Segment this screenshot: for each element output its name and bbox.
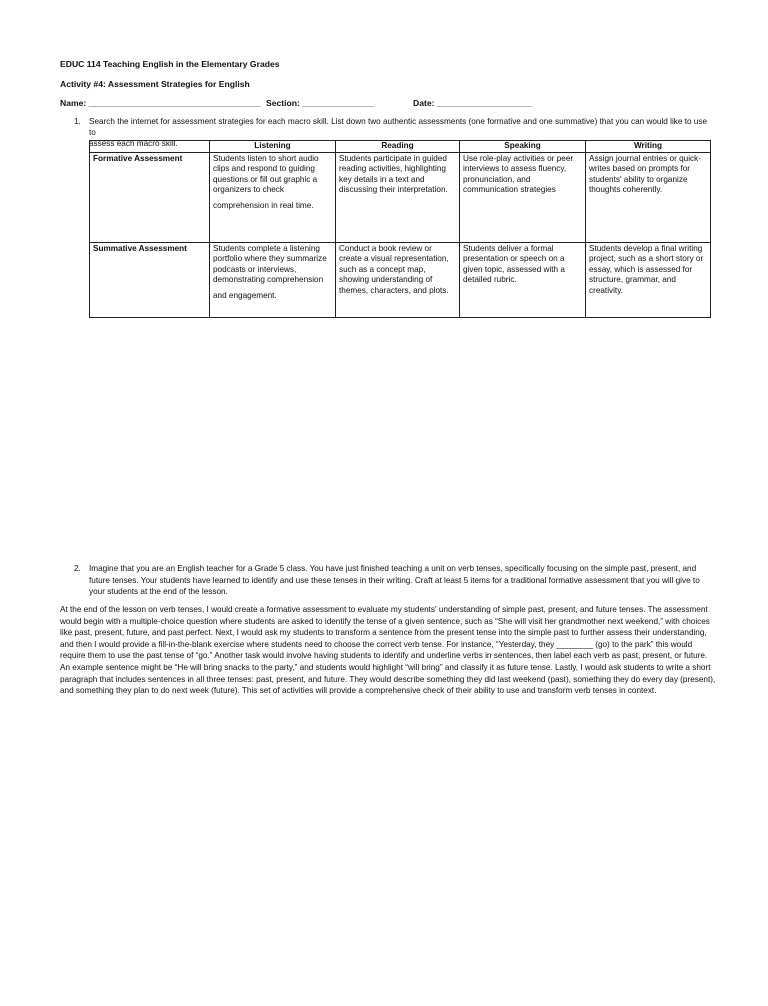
cell-summative-speaking	[460, 242, 586, 317]
course-title: EDUC 114 Teaching English in the Elementary Grades	[60, 59, 280, 69]
answer-paragraph	[60, 604, 716, 697]
cell-line: Students listen to short audio	[213, 153, 319, 163]
section-label: Section: _______________	[266, 98, 374, 108]
cell-line: discussing their interpretation.	[339, 185, 448, 194]
table-header-writing: Writing	[586, 141, 711, 153]
cell-line: creativity.	[589, 285, 623, 295]
cell-line: comprehension in real time.	[213, 200, 314, 210]
cell-line: Students deliver a formal	[463, 243, 554, 253]
cell-line: communication strategies	[463, 185, 556, 194]
answer-line: and something they plan to do next week (future). This set of activities will provide a comprehensive check of their ability to use and transform verb tenses in context.	[60, 686, 657, 696]
cell-line: demonstrating comprehension	[213, 275, 324, 284]
cell-line: questions or fill out graphic a	[213, 174, 318, 184]
question-2-text	[89, 563, 714, 598]
cell-summative-reading	[336, 242, 460, 317]
cell-line: and engagement.	[213, 290, 277, 300]
cell-line: themes, characters, and plots.	[339, 285, 449, 295]
cell-line: Students complete a listening	[213, 243, 320, 253]
cell-line: reading activities, highlighting	[339, 164, 446, 173]
row-label-summative: Summative Assessment	[90, 242, 210, 317]
cell-line: such as a concept map,	[339, 264, 426, 274]
table-row	[90, 242, 711, 317]
cell-formative-reading	[336, 152, 460, 242]
table-row	[90, 152, 711, 242]
question-1-line: Search the internet for assessment strategies for each macro skill. List down two authentic assessments (one formative and one summative) that you can would like to use to	[89, 117, 708, 137]
answer-line: require them to use the past tense of “go.” Another task would involve having students to identify and underline verbs in sentences, then label each verb as past, present, or future.	[60, 651, 708, 661]
answer-line: would begin with a multiple-choice question where students are asked to identify the tense of a given sentence, such as “She will visit her grandmother next weekend,” with choices	[60, 616, 710, 626]
cell-line: Use role-play activities or peer	[463, 153, 574, 163]
question-1-number: 1.	[74, 117, 81, 126]
cell-line: Conduct a book review or	[339, 243, 432, 253]
cell-line: clips and respond to guiding	[213, 164, 315, 173]
cell-line: given topic, assessed with a	[463, 264, 565, 274]
cell-line: create a visual representation,	[339, 254, 449, 263]
cell-line: essay, which is assessed for	[589, 264, 693, 274]
cell-line: presentation or speech on a	[463, 254, 565, 263]
cell-summative-listening	[210, 242, 336, 317]
row-label-formative: Formative Assessment	[90, 152, 210, 242]
cell-line: Students develop a final writing	[589, 243, 703, 253]
answer-line: An example sentence might be “He will bring snacks to the party,” and students would highlight “will bring” and classify it as future tense. Lastly, I would ask students to write a short	[60, 662, 711, 672]
question-1-line: assess each macro skill.	[89, 139, 178, 148]
activity-title: Activity #4: Assessment Strategies for English	[60, 79, 250, 89]
cell-line: structure, grammar, and	[589, 275, 676, 284]
cell-line: detailed rubric.	[463, 275, 517, 284]
name-label: Name: ____________________________________	[60, 98, 261, 108]
cell-line: key details in a text and	[339, 174, 425, 184]
table-header-blank	[90, 141, 210, 153]
cell-summative-writing	[586, 242, 711, 317]
cell-line: project, such as a short story or	[589, 254, 704, 263]
cell-line: Students participate in guided	[339, 153, 447, 163]
answer-line: like past, present, future, and past perfect. Next, I would ask my students to transform a sentence from the present tense into the simple past to further assess their understanding,	[60, 628, 707, 638]
answer-line: and then I would provide a fill-in-the-blank exercise where students need to choose the correct verb tense. For instance, “Yesterday, they ________ (go) to the park” this would	[60, 639, 693, 649]
question-2-number: 2.	[74, 564, 81, 573]
cell-formative-speaking	[460, 152, 586, 242]
cell-line: writes based on prompts for	[589, 164, 691, 173]
table-header-reading: Reading	[336, 141, 460, 153]
cell-line: students' ability to organize	[589, 174, 688, 184]
cell-line: organizers to check	[213, 185, 284, 194]
cell-line: Assign journal entries or quick-	[589, 153, 701, 163]
cell-line: podcasts or interviews,	[213, 264, 297, 274]
cell-line: portfolio where they summarize	[213, 254, 327, 263]
cell-line: showing understanding of	[339, 275, 433, 284]
answer-line: At the end of the lesson on verb tenses, I would create a formative assessment to evaluate my students' understanding of simple past, present, and future tenses. The assessment	[60, 605, 708, 614]
cell-line: pronunciation, and	[463, 174, 531, 184]
question-2-line: your students at the end of the lesson.	[89, 587, 228, 596]
question-2-line: future tenses. Your students have learned to identify and use these tenses in their writing. Craft at least 5 items for a traditional formative assessment that you will give to	[89, 575, 700, 585]
table-header-listening: Listening	[210, 141, 336, 153]
date-label: Date: ____________________	[413, 98, 533, 108]
cell-line: interviews to assess fluency,	[463, 164, 567, 173]
cell-line: thoughts coherently.	[589, 185, 663, 194]
cell-formative-writing	[586, 152, 711, 242]
table-header-speaking: Speaking	[460, 141, 586, 153]
answer-line: paragraph that includes sentences in all three tenses: past, present, and future. They would describe something they did last weekend (past), something they do every day (present),	[60, 674, 716, 684]
question-2-line: Imagine that you are an English teacher for a Grade 5 class. You have just finished teaching a unit on verb tenses, specifically focusing on the simple past, present, and	[89, 564, 697, 573]
cell-formative-listening	[210, 152, 336, 242]
assessment-table	[89, 140, 711, 318]
